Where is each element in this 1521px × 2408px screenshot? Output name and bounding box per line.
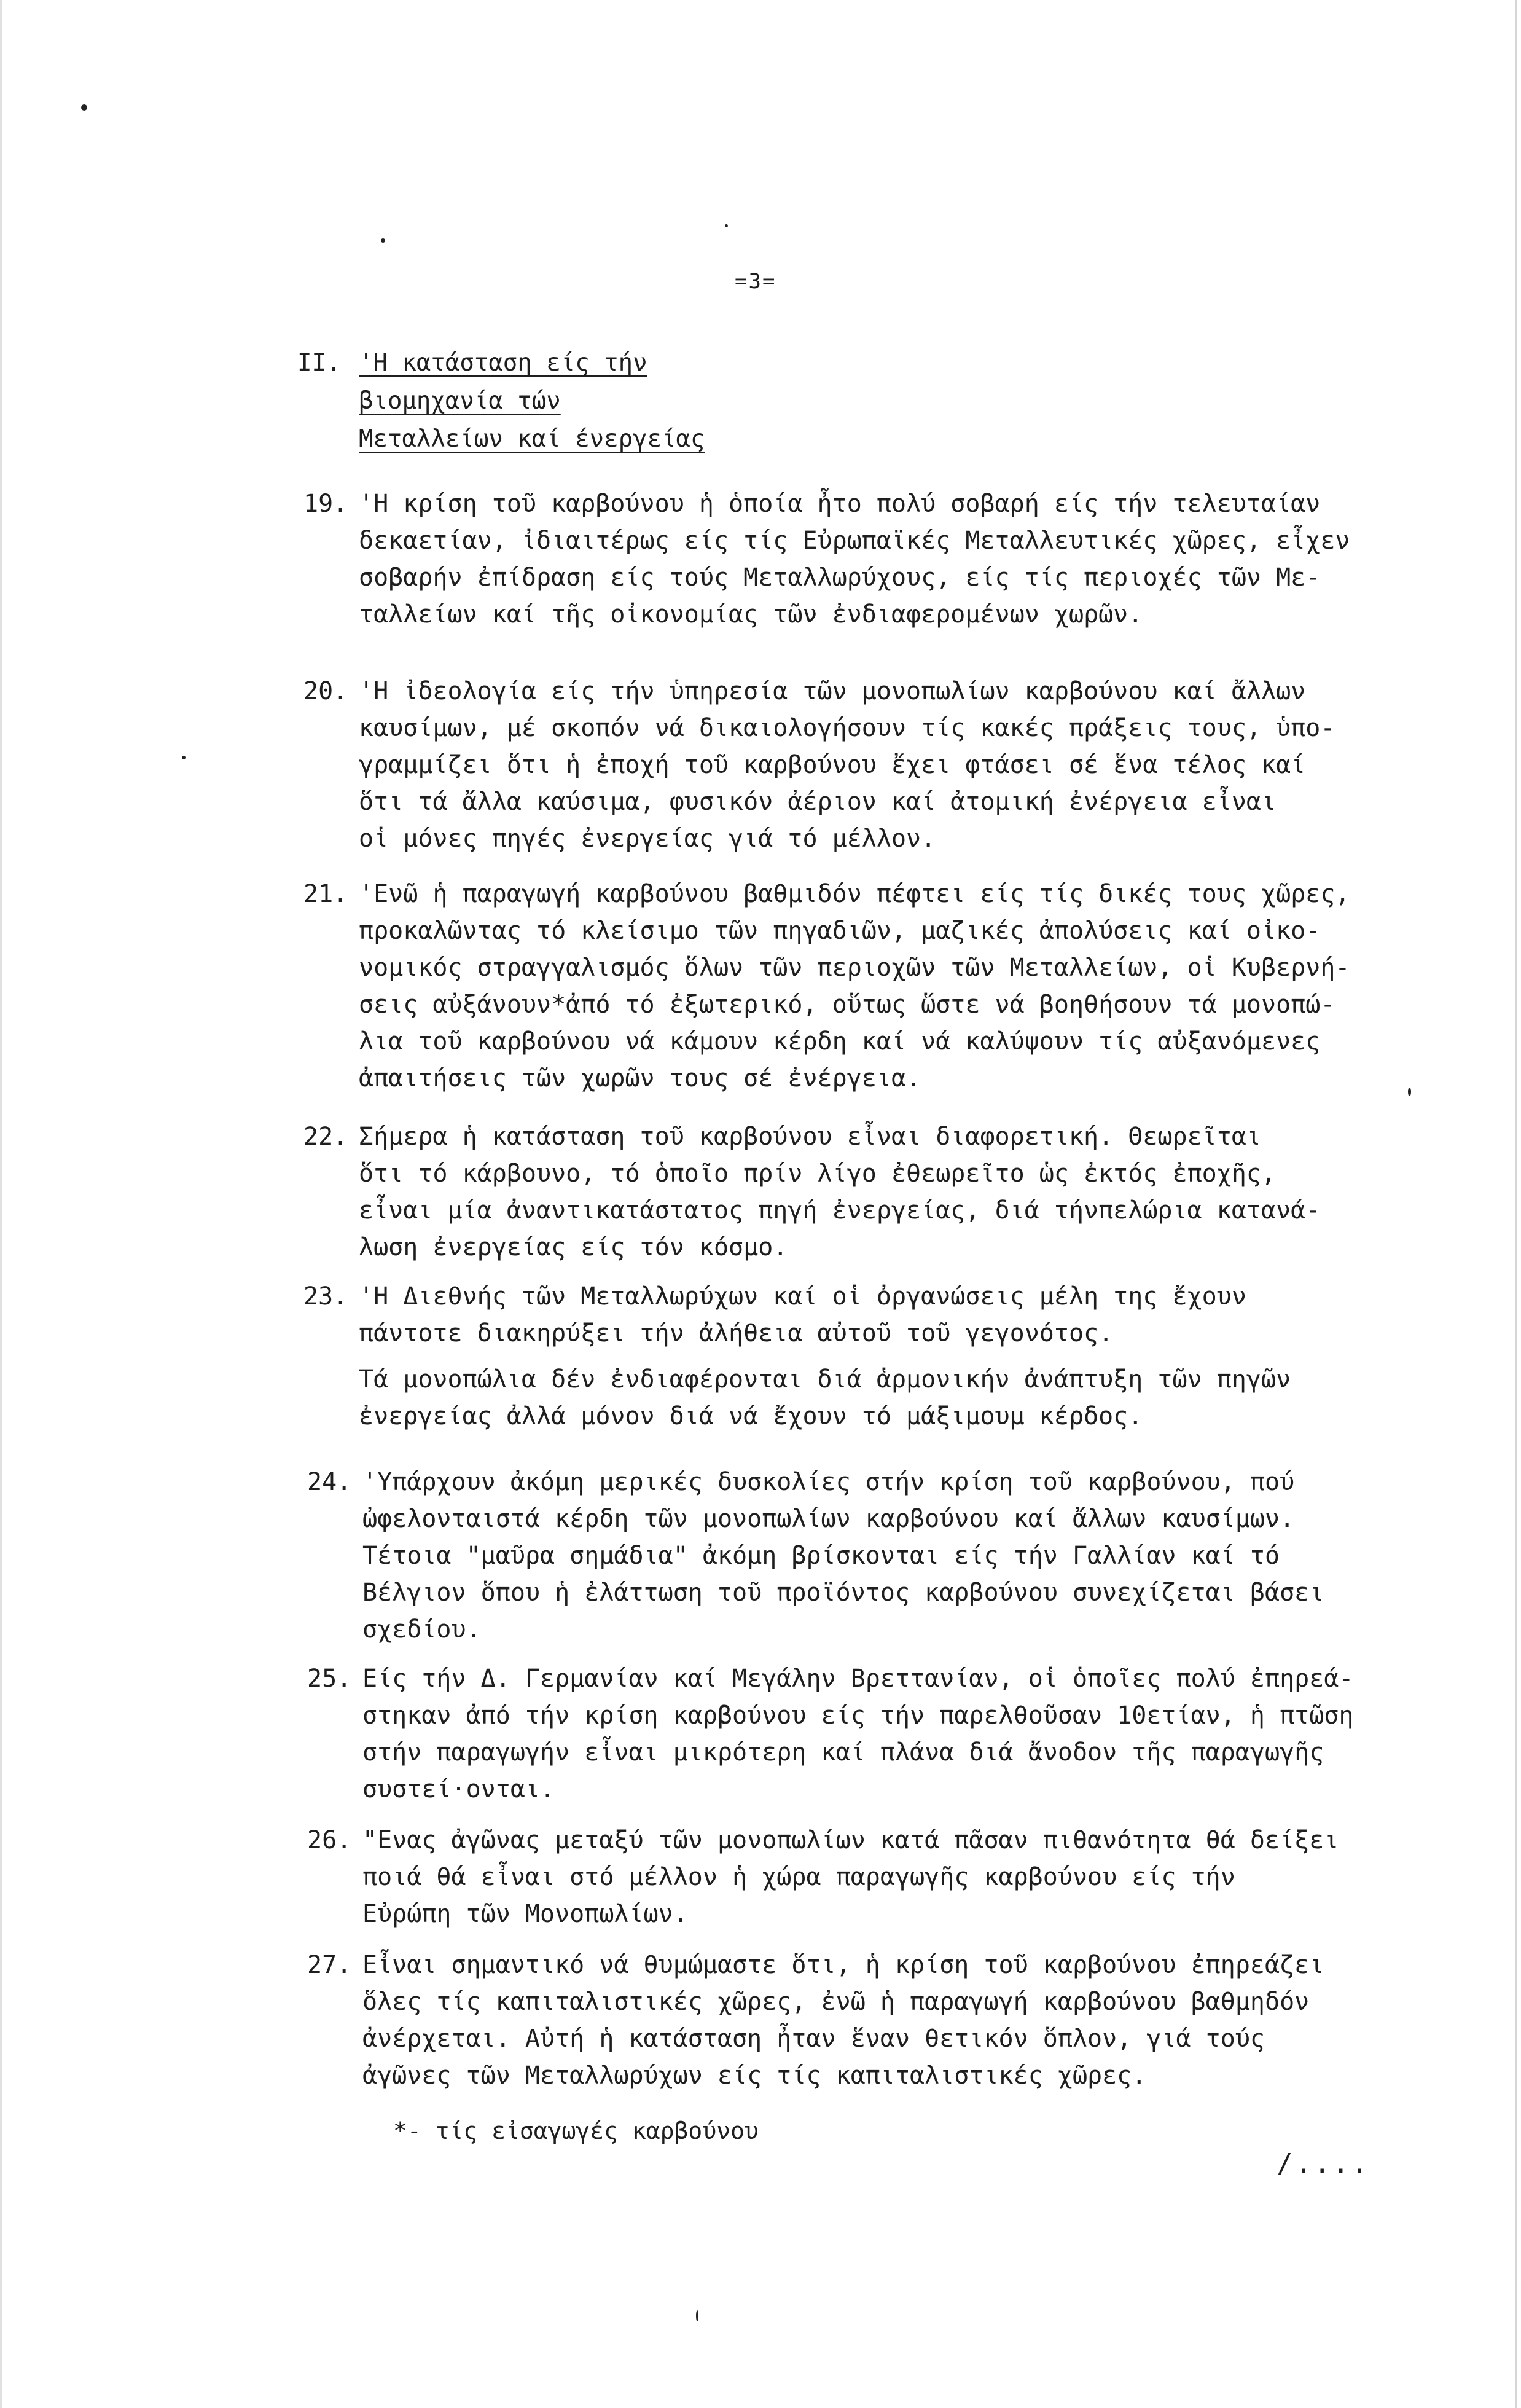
text-line: νομικός στραγγαλισμός ὅλων τῶν περιοχῶν τῶν Μεταλλείων, οἱ Κυβερνή- xyxy=(359,954,1350,982)
scan-speck xyxy=(381,238,385,243)
text-line: καυσίμων, μέ σκοπόν νά δικαιολογήσουν τίς κακές πράξεις τους, ὑπο- xyxy=(359,714,1335,742)
text-line: δεκαετίαν, ἰδιαιτέρως είς τίς Εὐρωπαϊκές Μεταλλευτικές χῶρες, εἶχεν xyxy=(359,527,1350,555)
paragraph-number: 25. xyxy=(307,1665,352,1693)
text-line: συστεί·ονται. xyxy=(362,1775,555,1803)
scan-speck xyxy=(725,224,728,227)
text-line: ὅτι τά ἄλλα καύσιμα, φυσικόν ἀέριον καί ἀτομική ἐνέργεια εἶναι xyxy=(359,788,1277,816)
paragraph-number: 19. xyxy=(303,490,348,518)
text-line: ποιά θά εἶναι στό μέλλον ἡ χώρα παραγωγῆς καρβούνου είς τήν xyxy=(362,1863,1235,1891)
text-line: στηκαν ἀπό τήν κρίση καρβούνου είς τήν παρελθοῦσαν 10ετίαν, ἡ πτῶση xyxy=(362,1701,1354,1730)
text-line: Εὐρώπη τῶν Μονοπωλίων. xyxy=(362,1900,688,1928)
text-line: Εἶναι σημαντικό νά θυμώμαστε ὅτι, ἡ κρίση τοῦ καρβούνου ἐπηρεάζει xyxy=(362,1951,1324,1979)
text-line: ὠφελονταιστά κέρδη τῶν μονοπωλίων καρβούνου καί ἄλλων καυσίμων. xyxy=(362,1505,1295,1533)
scan-edge-left xyxy=(0,0,2,2408)
scan-speck xyxy=(182,756,186,759)
section-title xyxy=(359,344,705,458)
text-line: λια τοῦ καρβούνου νά κάμουν κέρδη καί νά καλύψουν τίς αὐξανόμενες xyxy=(359,1027,1321,1056)
text-line: λωση ἐνεργείας είς τόν κόσμο. xyxy=(359,1233,788,1261)
paragraph-number: 21. xyxy=(303,880,348,908)
paragraph-number: 20. xyxy=(303,677,348,705)
section-title-line: 'Η κατάσταση είς τήν xyxy=(359,349,647,377)
paragraph-number: 23. xyxy=(303,1282,348,1311)
paragraph-number: 27. xyxy=(307,1951,352,1979)
text-line: ἀπαιτήσεις τῶν χωρῶν τους σέ ἐνέργεια. xyxy=(359,1064,921,1092)
text-line: γραμμίζει ὅτι ἡ ἐποχή τοῦ καρβούνου ἔχει φτάσει σέ ἕνα τέλος καί xyxy=(359,751,1306,779)
text-line: 'Ενῶ ἡ παραγωγή καρβούνου βαθμιδόν πέφτει είς τίς δικές τους χῶρες, xyxy=(359,880,1350,908)
text-line: πάντοτε διακηρύξει τήν ἀλήθεια αὐτοῦ τοῦ γεγονότος. xyxy=(359,1319,1114,1347)
text-line: 'Υπάρχουν ἀκόμη μερικές δυσκολίες στήν κρίση τοῦ καρβούνου, πού xyxy=(362,1468,1295,1496)
text-line: ταλλείων καί τῆς οἰκονομίας τῶν ἐνδιαφερομένων χωρῶν. xyxy=(359,600,1143,629)
text-line: οἱ μόνες πηγές ἐνεργείας γιά τό μέλλον. xyxy=(359,825,936,853)
text-line: σοβαρήν ἐπίδραση είς τούς Μεταλλωρύχους, είς τίς περιοχές τῶν Με- xyxy=(359,563,1321,592)
text-line: "Ενας ἀγῶνας μεταξύ τῶν μονοπωλίων κατά πᾶσαν πιθανότητα θά δείξει xyxy=(362,1826,1339,1854)
text-line: προκαλῶντας τό κλείσιμο τῶν πηγαδιῶν, μαζικές ἀπολύσεις καί οἰκο- xyxy=(359,917,1321,945)
text-line: 'Η Διεθνής τῶν Μεταλλωρύχων καί οἱ ὀργανώσεις μέλη της ἔχουν xyxy=(359,1282,1246,1311)
text-line: ὅτι τό κάρβουνο, τό ὁποῖο πρίν λίγο ἐθεωρεῖτο ὡς ἐκτός ἐποχῆς, xyxy=(359,1159,1277,1188)
section-title-line: βιομηχανία τών xyxy=(359,387,561,415)
footnote: *- τίς εἰσαγωγές καρβούνου xyxy=(393,2117,759,2144)
text-line: 'Η κρίση τοῦ καρβούνου ἡ ὁποία ἦτο πολύ σοβαρή είς τήν τελευταίαν xyxy=(359,490,1321,518)
text-line: εἶναι μία ἀναντικατάστατος πηγή ἐνεργείας, διά τήνπελώρια κατανά- xyxy=(359,1196,1321,1225)
paragraph-number: 24. xyxy=(307,1468,352,1496)
text-line: ἀνέρχεται. Αὐτή ἡ κατάσταση ἦταν ἕναν θετικόν ὅπλον, γιά τούς xyxy=(362,2025,1265,2053)
text-line: Τέτοια "μαῦρα σημάδια" ἀκόμη βρίσκονται είς τήν Γαλλίαν καί τό xyxy=(362,1542,1280,1570)
page-number: =3= xyxy=(735,269,776,294)
text-line: ἐνεργείας ἀλλά μόνον διά νά ἔχουν τό μάξιμουμ κέρδος. xyxy=(359,1402,1143,1430)
paragraph-number: 26. xyxy=(307,1826,352,1854)
section-title-line: Μεταλλείων καί ένεργείας xyxy=(359,425,705,453)
text-line: ὅλες τίς καπιταλιστικές χῶρες, ἐνῶ ἡ παραγωγή καρβούνου βαθμηδόν xyxy=(362,1988,1310,2016)
text-line: Τά μονοπώλια δέν ἐνδιαφέρονται διά ἁρμονικήν ἀνάπτυξη τῶν πηγῶν xyxy=(359,1365,1291,1394)
scan-speck xyxy=(81,104,87,111)
continuation-mark: /.... xyxy=(1277,2148,1370,2179)
text-line: Σήμερα ἡ κατάσταση τοῦ καρβούνου εἶναι διαφορετική. Θεωρεῖται xyxy=(359,1123,1262,1151)
scan-edge-right xyxy=(1515,0,1517,2408)
section-number: II. xyxy=(297,349,341,377)
text-line: Είς τήν Δ. Γερμανίαν καί Μεγάλην Βρεττανίαν, οἱ ὁποῖες πολύ ἐπηρεά- xyxy=(362,1665,1354,1693)
text-line: σεις αὐξάνουν*ἀπό τό ἐξωτερικό, οὕτως ὥστε νά βοηθήσουν τά μονοπώ- xyxy=(359,990,1335,1019)
scan-speck xyxy=(1408,1088,1411,1096)
text-line: σχεδίου. xyxy=(362,1615,481,1644)
paragraph-number: 22. xyxy=(303,1123,348,1151)
text-line: Βέλγιον ὅπου ἡ ἐλάττωση τοῦ προϊόντος καρβούνου συνεχίζεται βάσει xyxy=(362,1579,1324,1607)
text-line: ἀγῶνες τῶν Μεταλλωρύχων είς τίς καπιταλιστικές χῶρες. xyxy=(362,2061,1147,2090)
text-line: 'Η ἰδεολογία είς τήν ὑπηρεσία τῶν μονοπωλίων καρβούνου καί ἄλλων xyxy=(359,677,1306,705)
scan-speck xyxy=(696,2310,698,2321)
text-line: στήν παραγωγήν εἶναι μικρότερη καί πλάνα διά ἄνοδον τῆς παραγωγῆς xyxy=(362,1738,1324,1767)
